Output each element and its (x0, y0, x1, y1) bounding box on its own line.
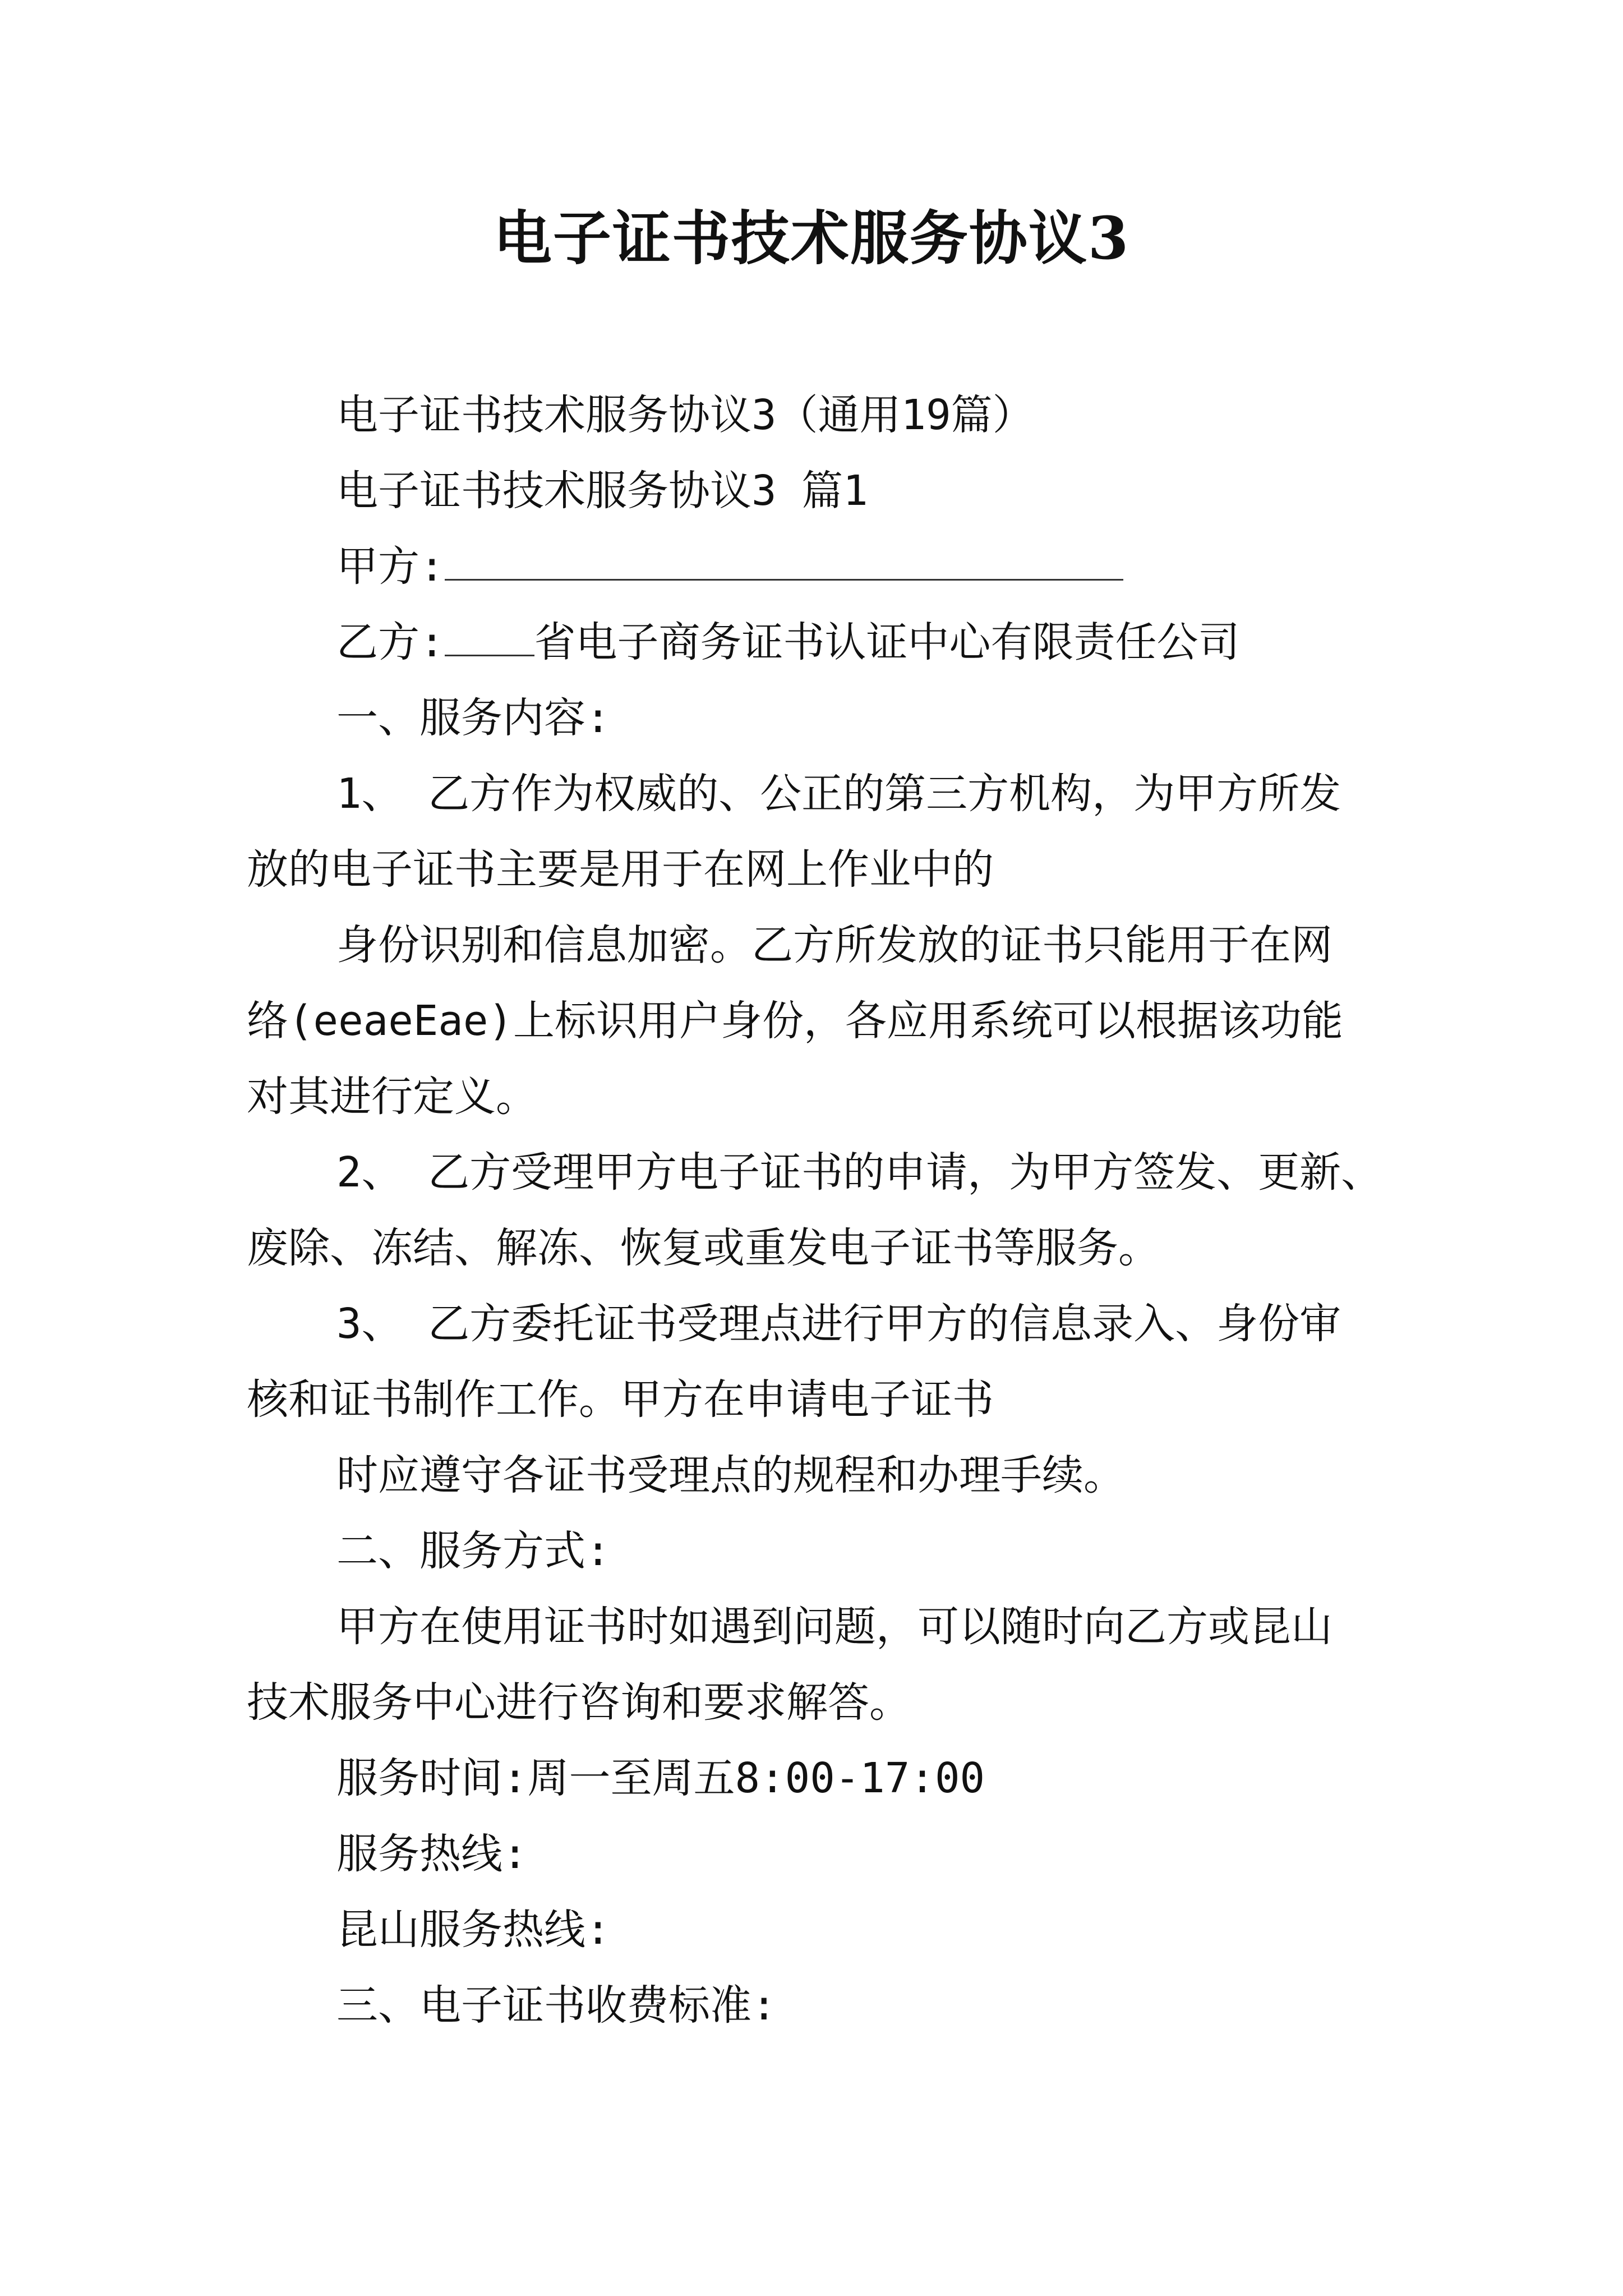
section-heading: 电子证书技术服务协议3 篇1 (336, 467, 868, 515)
paragraph-line: 核和证书制作工作。甲方在申请电子证书 (247, 1375, 994, 1424)
party-a-label: 甲方: (336, 542, 445, 591)
paragraph-line: 3、 乙方委托证书受理点进行甲方的信息录入、身份审 (336, 1300, 1341, 1348)
paragraph-line: 时应遵守各证书受理点的规程和办理手续。 (336, 1451, 1125, 1499)
service-hotline: 服务热线: (336, 1830, 528, 1878)
heading-service-method: 二、服务方式: (336, 1527, 611, 1575)
paragraph-line: 络(eeaeEae)上标识用户身份，各应用系统可以根据该功能 (247, 997, 1343, 1045)
paragraph-line: 身份识别和信息加密。乙方所发放的证书只能用于在网 (336, 921, 1332, 969)
subtitle-line: 电子证书技术服务协议3（通用19篇） (336, 391, 1034, 439)
heading-service-content: 一、服务内容: (336, 694, 611, 742)
heading-fee-standard: 三、电子证书收费标准: (336, 1981, 777, 2030)
paragraph-line: 技术服务中心进行咨询和要求解答。 (247, 1678, 911, 1727)
kunshan-hotline: 昆山服务热线: (336, 1906, 611, 1954)
party-b-label: 乙方: (336, 618, 445, 666)
party-b-blank (445, 619, 534, 656)
paragraph-line: 2、 乙方受理甲方电子证书的申请，为甲方签发、更新、 (336, 1148, 1383, 1197)
paragraph-line: 1、 乙方作为权威的、公正的第三方机构，为甲方所发 (336, 770, 1341, 818)
paragraph-line: 放的电子证书主要是用于在网上作业中的 (247, 845, 994, 894)
service-hours: 服务时间:周一至周五8:00-17:00 (336, 1754, 985, 1802)
party-a-line (336, 533, 1123, 600)
paragraph-line: 废除、冻结、解冻、恢复或重发电子证书等服务。 (247, 1224, 1160, 1272)
party-a-blank (445, 543, 1123, 581)
party-b-name: 省电子商务证书认证中心有限责任公司 (534, 618, 1240, 666)
document-title: 电子证书技术服务协议3 (493, 204, 1130, 273)
party-b-line (336, 609, 1240, 676)
paragraph-line: 甲方在使用证书时如遇到问题，可以随时向乙方或昆山 (336, 1603, 1332, 1651)
paragraph-line: 对其进行定义。 (247, 1073, 537, 1121)
